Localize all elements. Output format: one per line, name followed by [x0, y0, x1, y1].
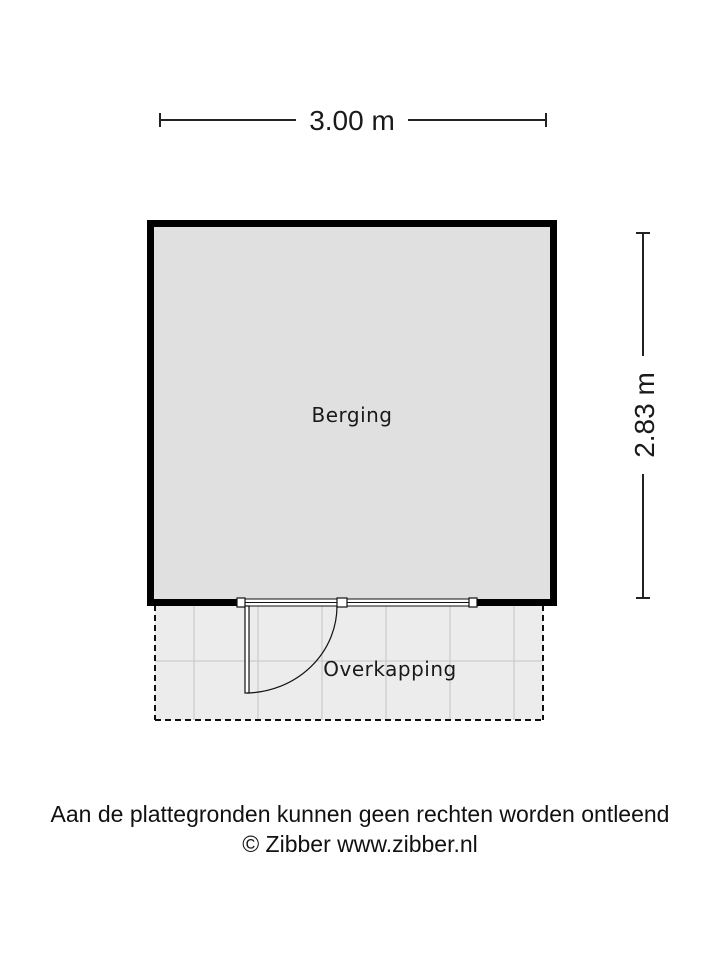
- footer-copyright: © Zibber www.zibber.nl: [242, 831, 478, 857]
- width-dimension-label: 3.00 m: [309, 105, 395, 136]
- depth-dimension-label: 2.83 m: [629, 372, 660, 458]
- door-frame-mullion: [337, 598, 347, 607]
- width-dimension: [160, 105, 546, 136]
- door-leaf: [245, 606, 249, 693]
- footer-disclaimer: Aan de plattegronden kunnen geen rechten worden ontleend: [50, 801, 670, 827]
- door-frame: [237, 598, 477, 607]
- room-label-canopy: Overkapping: [323, 657, 457, 681]
- room-label-storage: Berging: [311, 403, 393, 427]
- door-frame-jamb-left: [237, 598, 245, 607]
- depth-dimension: [629, 233, 660, 598]
- door-frame-jamb-right: [469, 598, 477, 607]
